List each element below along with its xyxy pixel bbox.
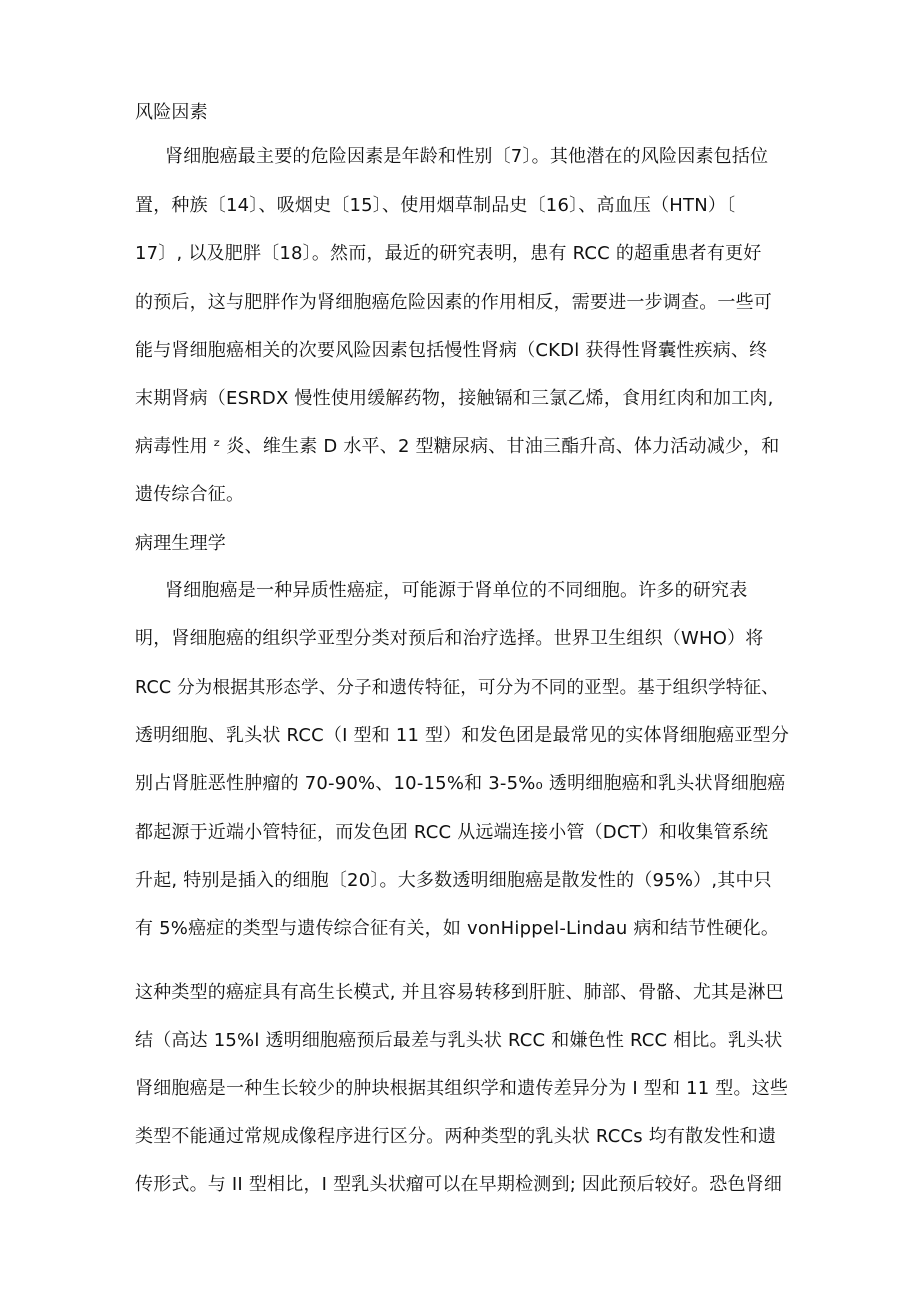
paragraph-line: 类型不能通过常规成像程序进行区分。两种类型的乳头状 RCCs 均有散发性和遗 — [135, 1126, 777, 1147]
paragraph-line: 有 5%癌症的类型与遗传综合征有关，如 vonHippel-Lindau 病和结节性硬化。 — [135, 918, 780, 939]
paragraph-line: 这种类型的癌症具有高生长模式, 并且容易转移到肝脏、肺部、骨骼、尤其是淋巴 — [135, 982, 784, 1003]
paragraph-line: 别占肾脏恶性肿瘤的 70-90%、10-15%和 3-5%₀ 透明细胞癌和乳头状肾细胞癌 — [135, 773, 786, 794]
paragraph-line: 肾细胞癌是一种异质性癌症，可能源于肾单位的不同细胞。许多的研究表 — [165, 580, 748, 601]
paragraph-line: 置，种族〔14〕、吸烟史〔15〕、使用烟草制品史〔16〕、高血压（HTN）〔 — [135, 195, 736, 216]
paragraph-line: 能与肾细胞癌相关的次要风险因素包括慢性肾病（CKDl 获得性肾囊性疾病、终 — [135, 340, 768, 361]
paragraph-line: 明，肾细胞癌的组织学亚型分类对预后和治疗选择。世界卫生组织（WHO）将 — [135, 628, 764, 649]
paragraph-line: 17〕, 以及肥胖〔18〕。然而，最近的研究表明，患有 RCC 的超重患者有更好 — [135, 243, 762, 264]
paragraph-line: 透明细胞、乳头状 RCC（I 型和 11 型）和发色团是最常见的实体肾细胞癌亚型分 — [135, 725, 790, 746]
paragraph-line: 病毒性用 ᶻ 炎、维生素 D 水平、2 型糖尿病、甘油三酯升高、体力活动减少，和 — [135, 436, 780, 457]
section-heading-risk-factors: 风险因素 — [135, 102, 208, 123]
paragraph-line: 升起, 特别是插入的细胞〔20〕。大多数透明细胞癌是散发性的（95%）,其中只 — [135, 870, 772, 891]
paragraph-line: 的预后，这与肥胖作为肾细胞癌危险因素的作用相反，需要进一步调查。一些可 — [135, 292, 772, 313]
paragraph-line: 结（高达 15%l 透明细胞癌预后最差与乳头状 RCC 和嫌色性 RCC 相比。乳头状 — [135, 1030, 783, 1051]
paragraph-line: 遗传综合征。 — [135, 484, 245, 505]
paragraph-line: 传形式。与 II 型相比，I 型乳头状瘤可以在早期检测到; 因此预后较好。恐色肾细 — [135, 1174, 783, 1195]
paragraph-line: 肾细胞癌是一种生长较少的肿块根据其组织学和遗传差异分为 I 型和 11 型。这些 — [135, 1078, 789, 1099]
paragraph-line: 肾细胞癌最主要的危险因素是年龄和性别〔7〕。其他潜在的风险因素包括位 — [165, 146, 769, 167]
section-heading-pathophysiology: 病理生理学 — [135, 533, 226, 554]
paragraph-line: 末期肾病（ESRDX 慢性使用缓解药物，接触镉和三氯乙烯，食用红肉和加工肉, — [135, 388, 774, 409]
paragraph-line: 都起源于近端小管特征，而发色团 RCC 从远端连接小管（DCT）和收集管系统 — [135, 822, 769, 843]
paragraph-line: RCC 分为根据其形态学、分子和遗传特征，可分为不同的亚型。基于组织学特征、 — [135, 678, 779, 698]
